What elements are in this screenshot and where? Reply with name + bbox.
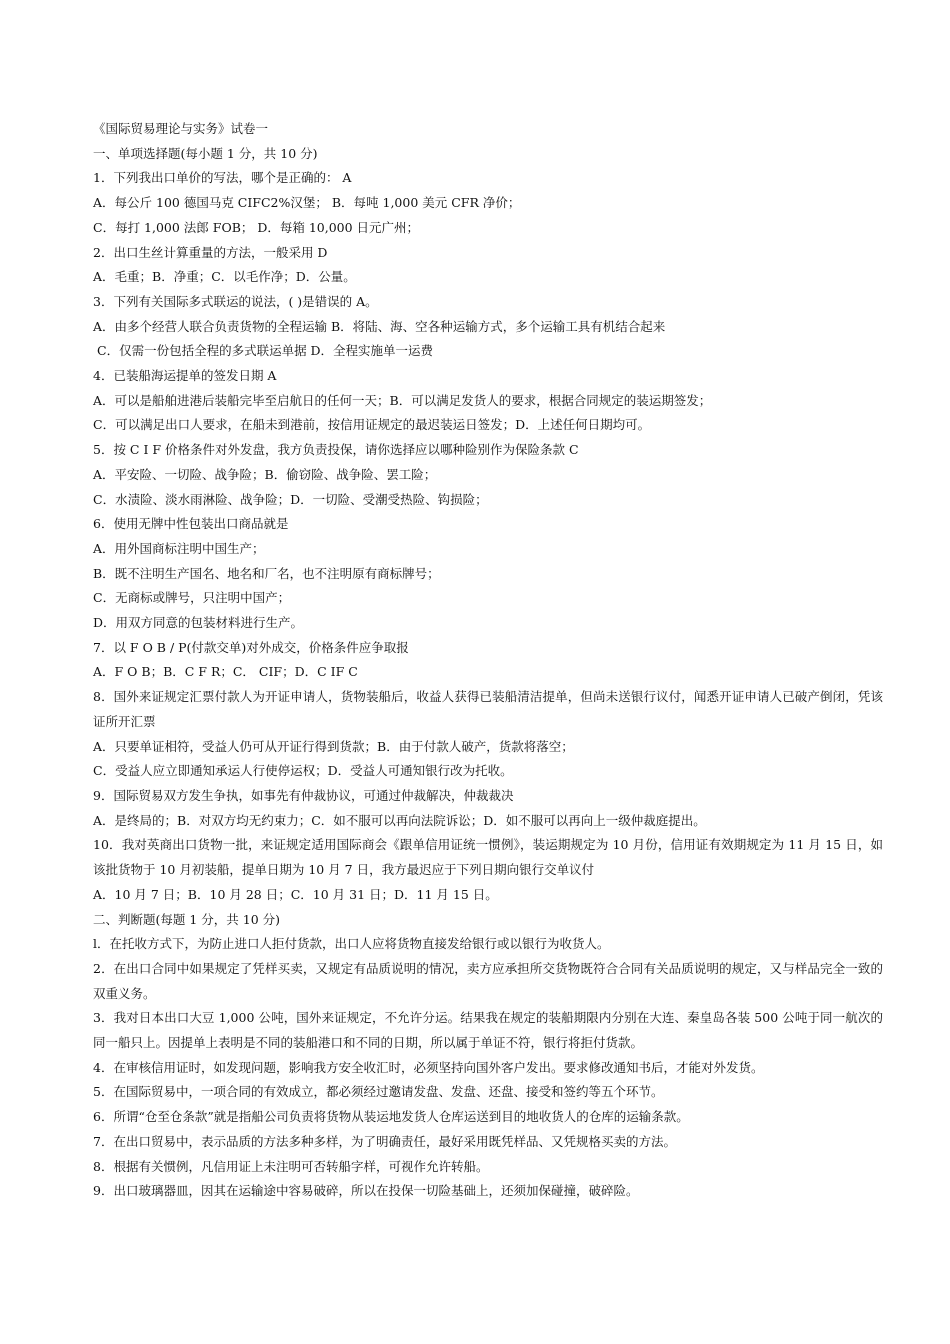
question-4: 4．已装船海运提单的签发日期 A: [93, 368, 277, 384]
question-6: 6．使用无牌中性包装出口商品就是: [93, 516, 289, 532]
question-8-options-cd: C．受益人应立即通知承运人行使停运权；D．受益人可通知银行改为托收。: [93, 763, 513, 779]
question-3: 3．下列有关国际多式联运的说法，( )是错误的 A。: [93, 293, 378, 309]
judgement-5: 5．在国际贸易中，一项合同的有效成立，都必须经过邀请发盘、发盘、还盘、接受和签约等五个环节。: [93, 1084, 664, 1100]
question-7: 7．以 F O B / P(付款交单)对外成交，价格条件应争取报: [93, 639, 409, 655]
question-2-options: A．毛重；B．净重；C．以毛作净；D．公量。: [93, 269, 356, 285]
judgement-6: 6．所谓“仓至仓条款”就是指船公司负责将货物从装运地发货人仓库运送到目的地收货人的仓库的运输条款。: [93, 1109, 689, 1125]
section-heading-single-choice: 一、单项选择题(每小题 1 分，共 10 分): [93, 145, 318, 161]
question-10: 10．我对英商出口货物一批，来证规定适用国际商会《跟单信用证统一惯例》，装运期规定为 10 月份，信用证有效期规定为 11 月 15 日，如该批货物于 10 月初装船，提单日期为 10 月 7 日，我方最迟应于下列日期向银行交单议付: [93, 837, 883, 878]
judgement-1: l．在托收方式下，为防止进口人拒付货款，出口人应将货物直接发给银行或以银行为收货人。: [93, 936, 610, 952]
judgement-9: 9．出口玻璃器皿，因其在运输途中容易破碎，所以在投保一切险基础上，还须加保碰撞，破碎险。: [93, 1183, 639, 1199]
question-5-options-cd: C．水渍险、淡水雨淋险、战争险；D．一切险、受潮受热险、钩损险；: [93, 491, 488, 507]
question-4-options-cd: C．可以满足出口人要求，在船未到港前，按信用证规定的最迟装运日签发；D．上述任何日期均可。: [93, 417, 651, 433]
judgement-3: 3．我对日本出口大豆 1,000 公吨，国外来证规定，不允许分运。结果我在规定的装船期限内分别在大连、秦皇岛各装 500 公吨于同一航次的同一船只上。因提单上表明是不同的装船港口和不同的日期，所以属于单证不符，银行将拒付货款。: [93, 1010, 883, 1051]
document-title: 《国际贸易理论与实务》试卷一: [93, 121, 269, 136]
question-6-option-b: B．既不注明生产国名、地名和厂名，也不注明原有商标牌号；: [93, 565, 440, 581]
question-5: 5．按 C I F 价格条件对外发盘，我方负责投保，请你选择应以哪种险别作为保险条款 C: [93, 442, 579, 458]
question-3-options-ab: A．由多个经营人联合负责货物的全程运输 B．将陆、海、空各种运输方式，多个运输工具有机结合起来: [93, 318, 666, 334]
question-1: 1．下列我出口单价的写法，哪个是正确的： A: [93, 170, 352, 186]
question-2: 2．出口生丝计算重量的方法，一般采用 D: [93, 244, 328, 260]
judgement-7: 7．在出口贸易中，表示品质的方法多种多样，为了明确责任，最好采用既凭样品、又凭规格买卖的方法。: [93, 1133, 676, 1149]
question-9-options: A．是终局的；B．对双方均无约束力；C．如不服可以再向法院诉讼；D．如不服可以再向上一级仲裁庭提出。: [93, 812, 706, 828]
question-1-options-cd: C．每打 1,000 法郎 FOB； D．每箱 10,000 日元广州；: [93, 219, 420, 235]
question-4-options-ab: A．可以是船舶进港后装船完毕至启航日的任何一天；B．可以满足发货人的要求，根据合同规定的装运期签发；: [93, 392, 712, 408]
question-7-options: A．F O B；B．C F R；C． CIF；D．C IF C: [93, 664, 358, 680]
question-1-options-ab: A．每公斤 100 德国马克 CIFC2%汉堡； B．每吨 1,000 美元 CFR 净价；: [93, 195, 521, 211]
section-heading-true-false: 二、判断题(每题 1 分，共 10 分): [93, 911, 281, 927]
question-5-options-ab: A．平安险、一切险、战争险；B．偷窃险、战争险、罢工险；: [93, 466, 437, 482]
question-8: 8．国外来证规定汇票付款人为开证申请人，货物装船后，收益人获得已装船清洁提单，但尚未送银行议付，闻悉开证申请人已破产倒闭，凭该证所开汇票: [93, 689, 883, 729]
exam-document: [93, 117, 883, 1204]
question-6-option-a: A．用外国商标注明中国生产；: [93, 540, 265, 556]
judgement-2: 2．在出口合同中如果规定了凭样买卖，又规定有品质说明的情况，卖方应承担所交货物既符合合同有关品质说明的规定，又与样品完全一致的双重义务。: [93, 960, 883, 1001]
question-9: 9．国际贸易双方发生争执，如事先有仲裁协议，可通过仲裁解决，仲裁裁决: [93, 787, 514, 803]
judgement-8: 8．根据有关惯例，凡信用证上未注明可否转船字样，可视作允许转船。: [93, 1158, 489, 1174]
question-6-option-d: D．用双方同意的包装材料进行生产。: [93, 615, 304, 631]
question-3-options-cd: C．仅需一份包括全程的多式联运单据 D．全程实施单一运费: [97, 343, 434, 359]
question-10-options: A．10 月 7 日；B．10 月 28 日；C．10 月 31 日；D．11 月 15 日。: [93, 886, 498, 902]
question-6-option-c: C．无商标或牌号，只注明中国产；: [93, 590, 291, 606]
question-8-options-ab: A．只要单证相符，受益人仍可从开证行得到货款；B．由于付款人破产，货款将落空；: [93, 738, 574, 754]
judgement-4: 4．在审核信用证时，如发现问题，影响我方安全收汇时，必须坚持向国外客户发出。要求修改通知书后，才能对外发货。: [93, 1059, 764, 1075]
